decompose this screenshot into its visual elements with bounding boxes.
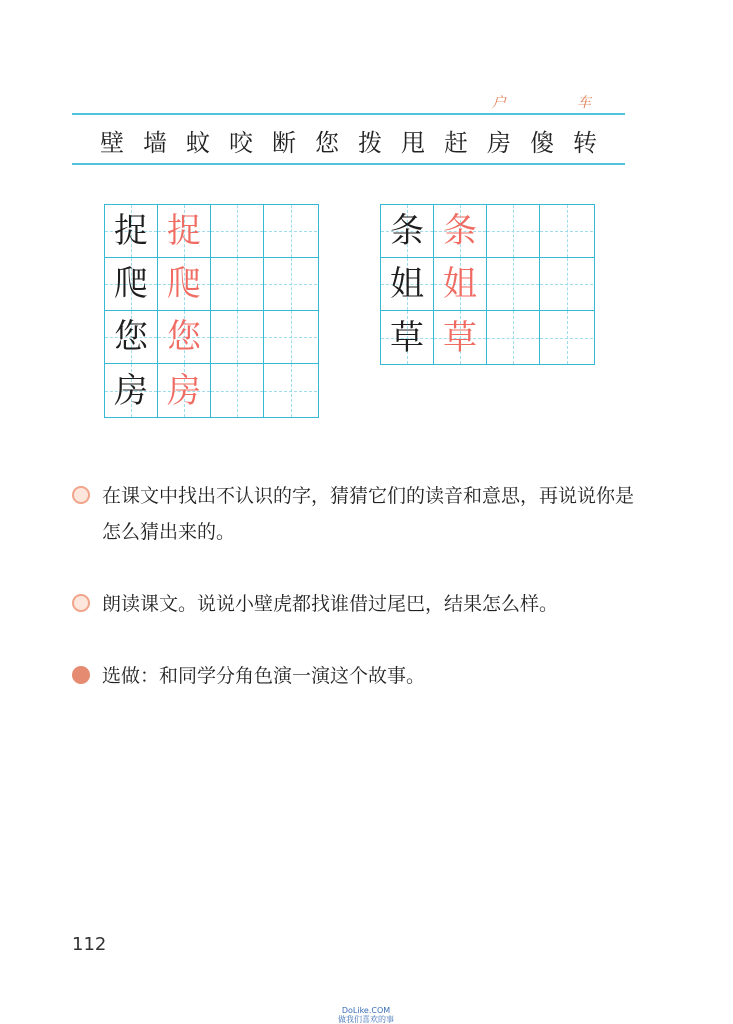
bottom-rule — [72, 163, 625, 165]
trace-char: 草 — [443, 317, 477, 358]
circle-bullet-icon — [72, 594, 90, 612]
word-char: 甩 — [401, 128, 425, 157]
model-cell — [381, 258, 434, 310]
grid-row — [105, 205, 318, 258]
grid-row — [105, 258, 318, 311]
trace-cell — [158, 258, 211, 310]
practice-cell[interactable] — [211, 364, 264, 417]
word-char: 咬 — [229, 128, 253, 157]
hint-char-2: 车 — [577, 95, 591, 111]
model-cell — [105, 205, 158, 257]
hint-char-1: 户 — [492, 95, 506, 111]
grid-row — [381, 311, 594, 364]
word-char: 断 — [272, 128, 296, 157]
grid-row — [381, 205, 594, 258]
practice-cell[interactable] — [540, 311, 593, 364]
trace-cell — [158, 364, 211, 417]
top-rule — [72, 113, 625, 115]
practice-cell[interactable] — [264, 311, 317, 363]
watermark — [338, 1006, 394, 1024]
model-char: 您 — [114, 317, 148, 357]
practice-cell[interactable] — [264, 258, 317, 310]
word-char: 赶 — [444, 128, 468, 157]
trace-char: 房 — [167, 370, 201, 411]
task-text: 朗读课文。说说小壁虎都找谁借过尾巴，结果怎么样。 — [102, 593, 559, 615]
trace-char: 您 — [167, 317, 201, 357]
model-cell — [105, 311, 158, 363]
practice-cell[interactable] — [211, 311, 264, 363]
word-char: 傻 — [530, 128, 554, 157]
task-item — [72, 478, 652, 550]
trace-cell — [434, 311, 487, 364]
word-char: 房 — [487, 128, 511, 157]
task-list — [72, 478, 652, 730]
word-list — [72, 118, 625, 162]
model-cell — [105, 364, 158, 417]
practice-cell[interactable] — [211, 258, 264, 310]
model-cell — [381, 205, 434, 257]
word-char: 拨 — [358, 128, 382, 157]
trace-char: 爬 — [167, 264, 201, 304]
model-char: 房 — [114, 370, 148, 411]
filled-bullet-icon — [72, 666, 90, 684]
model-char: 爬 — [114, 264, 148, 304]
trace-char: 条 — [443, 211, 477, 251]
word-char: 蚊 — [186, 128, 210, 157]
trace-cell — [158, 205, 211, 257]
writing-grid-right — [380, 204, 595, 365]
model-char: 捉 — [114, 211, 148, 251]
trace-char: 捉 — [167, 211, 201, 251]
page-number: 112 — [72, 934, 107, 955]
grid-row — [381, 258, 594, 311]
task-item — [72, 586, 652, 622]
trace-cell — [158, 311, 211, 363]
word-char: 墙 — [143, 128, 167, 157]
practice-cell[interactable] — [211, 205, 264, 257]
model-cell — [105, 258, 158, 310]
task-item — [72, 658, 652, 694]
practice-cell[interactable] — [487, 311, 540, 364]
watermark-line-2: 做我们喜欢的事 — [338, 1015, 394, 1024]
model-char: 草 — [390, 317, 424, 358]
task-text: 选做：和同学分角色演一演这个故事。 — [102, 665, 426, 687]
practice-cell[interactable] — [487, 258, 540, 310]
word-char: 壁 — [100, 128, 124, 157]
practice-cell[interactable] — [487, 205, 540, 257]
task-text: 在课文中找出不认识的字，猜猜它们的读音和意思，再说说你是怎么猜出来的。 — [102, 485, 635, 543]
practice-cell[interactable] — [264, 205, 317, 257]
watermark-line-1: DoLike.COM — [341, 1006, 391, 1015]
trace-char: 姐 — [443, 264, 477, 304]
practice-cell[interactable] — [540, 258, 593, 310]
model-char: 姐 — [390, 264, 424, 304]
trace-cell — [434, 205, 487, 257]
grid-row — [105, 311, 318, 364]
model-char: 条 — [390, 211, 424, 251]
circle-bullet-icon — [72, 486, 90, 504]
writing-grid-left — [104, 204, 319, 418]
practice-cell[interactable] — [540, 205, 593, 257]
trace-cell — [434, 258, 487, 310]
model-cell — [381, 311, 434, 364]
word-char: 您 — [315, 128, 339, 157]
word-char: 转 — [573, 128, 597, 157]
practice-cell[interactable] — [264, 364, 317, 417]
grid-row — [105, 364, 318, 417]
